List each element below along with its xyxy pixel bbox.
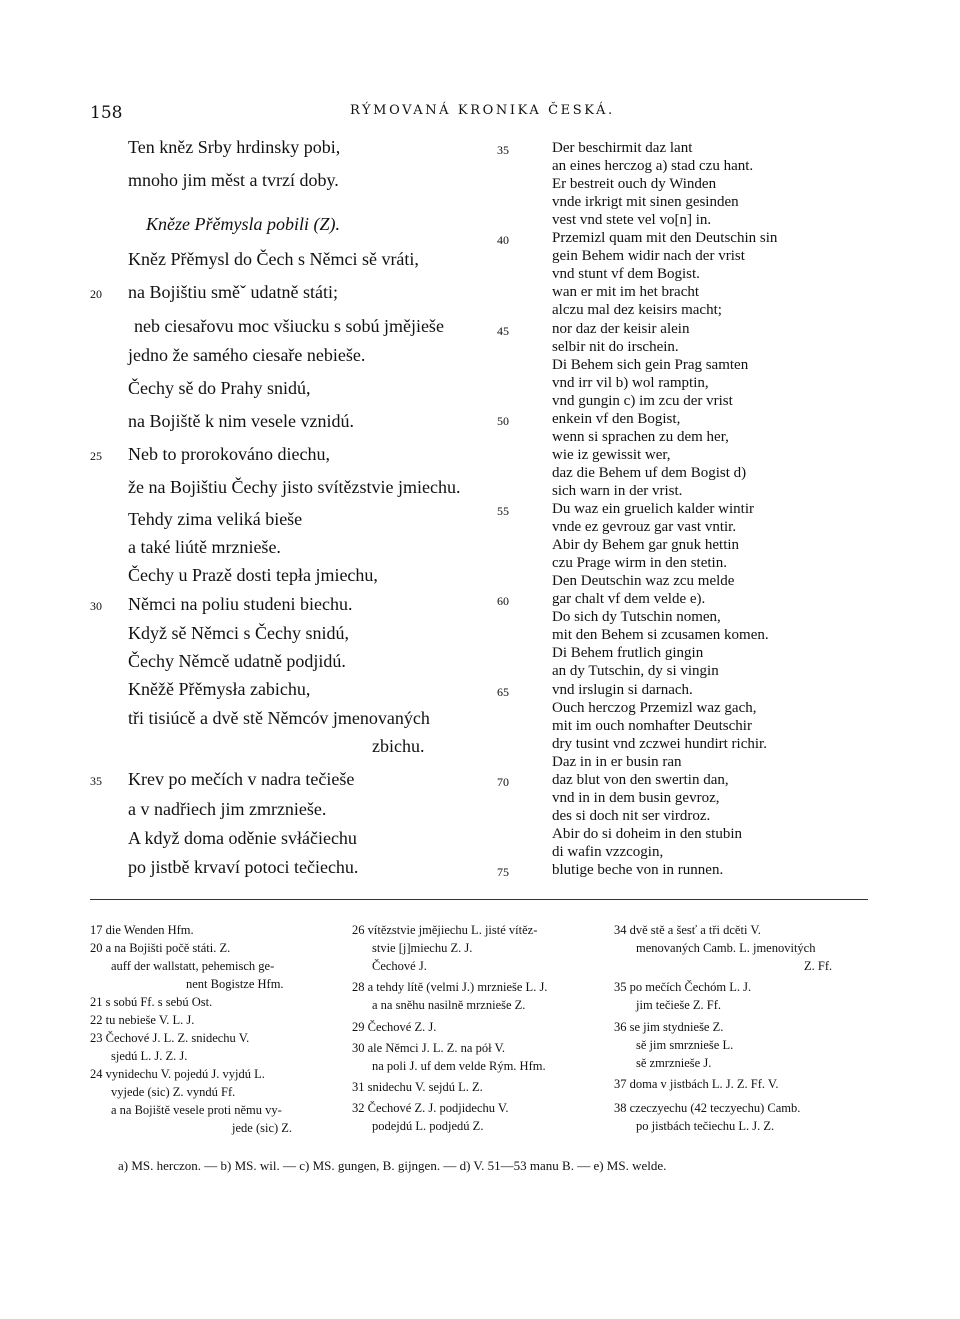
german-verse-line: daz die Behem uf dem Bogist d) [552, 464, 747, 481]
german-verse-line: vnd irr vil b) wol ramptin, [552, 374, 709, 391]
german-verse-line: vest vnd stete vel vo[n] in. [552, 212, 712, 229]
footnote-line: 37 doma v jistbách L. J. Z. Ff. V. [614, 1077, 779, 1091]
czech-verse-line: Krev po mečích v nadra tečieše [128, 769, 355, 789]
footnote-line: nent Bogistze Hfm. [186, 977, 284, 991]
line-number: 70 [497, 774, 509, 789]
czech-verse-line: na Bojištiu směˇ udatně státi; [128, 282, 338, 302]
line-number: 45 [497, 323, 509, 338]
czech-verse-line: zbichu. [372, 736, 425, 756]
footnote-line: jim tečieše Z. Ff. [636, 998, 722, 1012]
footnote-line: 31 snidechu V. sejdú L. Z. [352, 1080, 483, 1094]
german-verse-line: Daz in in er busin ran [552, 753, 682, 770]
line-number: 35 [90, 774, 102, 788]
czech-verse-line: neb ciesařovu moc všiucku s sobú jmějieše [134, 316, 444, 336]
german-verse-line: wenn si sprachen zu dem her, [552, 428, 729, 445]
line-number: 65 [497, 684, 509, 699]
german-verse-line: gar chalt vf dem velde e). [552, 591, 706, 608]
german-verse-line: des si doch nit ser virdroz. [552, 807, 711, 824]
footnote-line: sě zmrznieše J. [636, 1056, 712, 1070]
german-verse-line: wan er mit im het bracht [552, 284, 700, 301]
german-verse-line: vnde ez gevrouz gar vast vntir. [552, 519, 737, 536]
footnote-line: sjedú L. J. Z. J. [111, 1049, 188, 1063]
german-verse-line: vnd gungin c) im zcu der vrist [552, 392, 733, 409]
line-number: 35 [497, 143, 509, 157]
czech-verse-line: a v nadřiech jim zmrznieše. [128, 799, 327, 819]
czech-verse-line: Čechy Němcě udatně podjidú. [128, 651, 346, 671]
page-number: 158 [90, 103, 123, 123]
footnote-line: 32 Čechové Z. J. podjidechu V. [352, 1101, 509, 1115]
czech-verse-line: Ten kněz Srby hrdinsky pobi, [128, 137, 341, 157]
line-number: 50 [497, 413, 509, 428]
german-verse-line: alczu mal dez keisirs macht; [552, 302, 722, 319]
czech-verse-line: a také liútě mrznieše. [128, 537, 281, 557]
line-number: 25 [90, 449, 102, 463]
german-verse-line: Abir dy Behem gar gnuk hettin [552, 537, 740, 554]
footnote-line: a na sněhu nasilně mrznieše Z. [372, 998, 526, 1012]
german-verse-line: an dy Tutschin, dy si vingin [552, 663, 719, 680]
german-verse-line: mit den Behem si zcusamen komen. [552, 627, 769, 644]
footnote-line: 34 dvě stě a šesť a tři dcěti V. [614, 923, 761, 937]
footnote-line: 20 a na Bojišti počě státi. Z. [90, 941, 231, 955]
czech-verse-line: Kněze Přěmysla pobili (Z). [146, 214, 340, 234]
german-verse-line: Du waz ein gruelich kalder wintir [552, 501, 755, 517]
footnote-line: Čechové J. [372, 959, 427, 973]
footnote-divider [90, 899, 868, 900]
german-verse-line: Er bestreit ouch dy Winden [552, 176, 717, 193]
footnote-line: 36 se jim stydnieše Z. [614, 1020, 724, 1034]
german-verse-line: di wafin vzzcogin, [552, 843, 664, 860]
german-verse-line: mit im ouch nomhafter Deutschir [552, 717, 752, 734]
czech-verse-line: Čechy u Prazě dosti tepła jmiechu, [128, 565, 378, 585]
czech-verse-line: A když doma oděnie svłáčiechu [128, 828, 357, 848]
czech-verse-line: Čechy sě do Prahy snidú, [128, 378, 311, 398]
german-verse-line: sich warn in der vrist. [552, 482, 683, 499]
german-verse-line: nor daz der keisir alein [552, 320, 690, 337]
running-head: RÝMOVANÁ KRONIKA ČESKÁ. [350, 103, 615, 118]
manuscript-notes: a) MS. herczon. — b) MS. wil. — c) MS. gungen, B. gijngen. — d) V. 51—53 manu B. — e) MS. welde. [118, 1158, 667, 1173]
footnote-line: 24 vynidechu V. pojedú J. vyjdú L. [90, 1067, 265, 1081]
line-number: 20 [90, 287, 102, 301]
footnote-line: jede (sic) Z. [232, 1121, 293, 1135]
footnote-line: 23 Čechové J. L. Z. snidechu V. [90, 1031, 250, 1045]
footnote-line: 30 ale Němci J. L. Z. na pół V. [352, 1041, 505, 1055]
footnote-line: 35 po mečích Čechóm L. J. [614, 980, 752, 994]
footnote-line: Z. Ff. [804, 959, 833, 973]
footnote-line: 21 s sobú Ff. s sebú Ost. [90, 995, 213, 1009]
german-verse-line: Der beschirmit daz lant [552, 140, 693, 156]
footnote-line: na poli J. uf dem velde Rým. Hfm. [372, 1059, 546, 1073]
czech-verse-line: Neb to prorokováno diechu, [128, 444, 330, 464]
german-verse-line: selbir nit do irschein. [552, 338, 679, 355]
footnote-line: sě jim smrznieše L. [636, 1038, 734, 1052]
footnote-line: podejdú L. podjedú Z. [372, 1119, 484, 1133]
line-number: 55 [497, 504, 509, 518]
footnote-line: a na Bojiště vesele proti němu vy- [111, 1103, 282, 1117]
czech-verse-line: po jistbě krvaví potoci tečiechu. [128, 857, 359, 877]
footnote-line: po jistbách tečiechu L. J. Z. [636, 1119, 775, 1133]
footnote-line: auff der wallstatt, pehemisch ge- [111, 959, 275, 973]
footnote-line: 26 vítězstvie jmějiechu L. jisté vítěz- [352, 923, 538, 937]
line-number: 30 [90, 599, 102, 613]
czech-verse-line: tři tisiúcě a dvě stě Němcóv jmenovaných [128, 708, 430, 728]
german-verse-line: czu Prage wirm in den stetin. [552, 555, 727, 572]
german-verse-line: Den Deutschin waz zcu melde [552, 573, 735, 590]
german-verse-line: gein Behem widir nach der vrist [552, 248, 745, 265]
czech-verse-line: Tehdy zima veliká bieše [128, 509, 303, 529]
czech-verse-line: Když sě Němci s Čechy snidú, [128, 623, 349, 643]
czech-verse-line: že na Bojištiu Čechy jisto svítězstvie jmiechu. [128, 477, 461, 497]
german-verse-line: Abir do si doheim in den stubin [552, 825, 742, 842]
german-verse-line: dry tusint vnd zczwei hundirt richir. [552, 735, 767, 752]
german-verse-line: vnde irkrigt mit sinen gesinden [552, 194, 739, 211]
czech-verse-line: na Bojiště k nim vesele vznidú. [128, 411, 354, 431]
footnote-line: 17 die Wenden Hfm. [90, 923, 194, 937]
german-verse-line: Przemizl quam mit den Deutschin sin [552, 230, 778, 247]
german-verse-line: Ouch herczog Przemizl waz gach, [552, 699, 757, 716]
footnote-line: 28 a tehdy lítě (velmi J.) mrznieše L. J. [352, 980, 548, 994]
czech-verse-line: Kněz Přěmysl do Čech s Němci sě vráti, [128, 249, 419, 269]
footnote-line: menovaných Camb. L. jmenovitých [636, 941, 816, 955]
german-verse-line: Di Behem sich gein Prag samten [552, 356, 749, 373]
german-verse-line: daz blut von den swertin dan, [552, 771, 729, 788]
german-verse-line: enkein vf den Bogist, [552, 410, 681, 427]
czech-verse-line: Kněžě Přěmysła zabichu, [128, 679, 311, 699]
footnote-line: 38 czeczyechu (42 teczyechu) Camb. [614, 1101, 801, 1115]
czech-verse-line: jedno že samého ciesaře nebieše. [128, 345, 366, 365]
footnote-line: 29 Čechové Z. J. [352, 1020, 437, 1034]
german-verse-line: an eines herczog a) stad czu hant. [552, 158, 754, 175]
czech-verse-line: mnoho jim měst a tvrzí doby. [128, 170, 339, 190]
czech-verse-line: Němci na poliu studeni biechu. [128, 594, 353, 614]
footnote-line: stvie [j]miechu Z. J. [372, 941, 473, 955]
german-verse-line: blutige beche von in runnen. [552, 862, 724, 878]
line-number: 60 [497, 594, 509, 609]
german-verse-line: vnd irslugin si darnach. [552, 681, 693, 698]
footnote-line: 22 tu nebieše V. L. J. [90, 1013, 195, 1027]
line-number: 40 [497, 233, 509, 248]
german-verse-line: Di Behem frutlich gingin [552, 645, 704, 662]
german-verse-line: vnd in in dem busin gevroz, [552, 789, 720, 806]
german-verse-line: Do sich dy Tutschin nomen, [552, 609, 721, 626]
german-verse-line: wie iz gewissit wer, [552, 446, 671, 463]
line-number: 75 [497, 865, 509, 879]
german-verse-line: vnd stunt vf dem Bogist. [552, 266, 700, 283]
footnote-line: vyjede (sic) Z. vyndú Ff. [111, 1085, 236, 1099]
